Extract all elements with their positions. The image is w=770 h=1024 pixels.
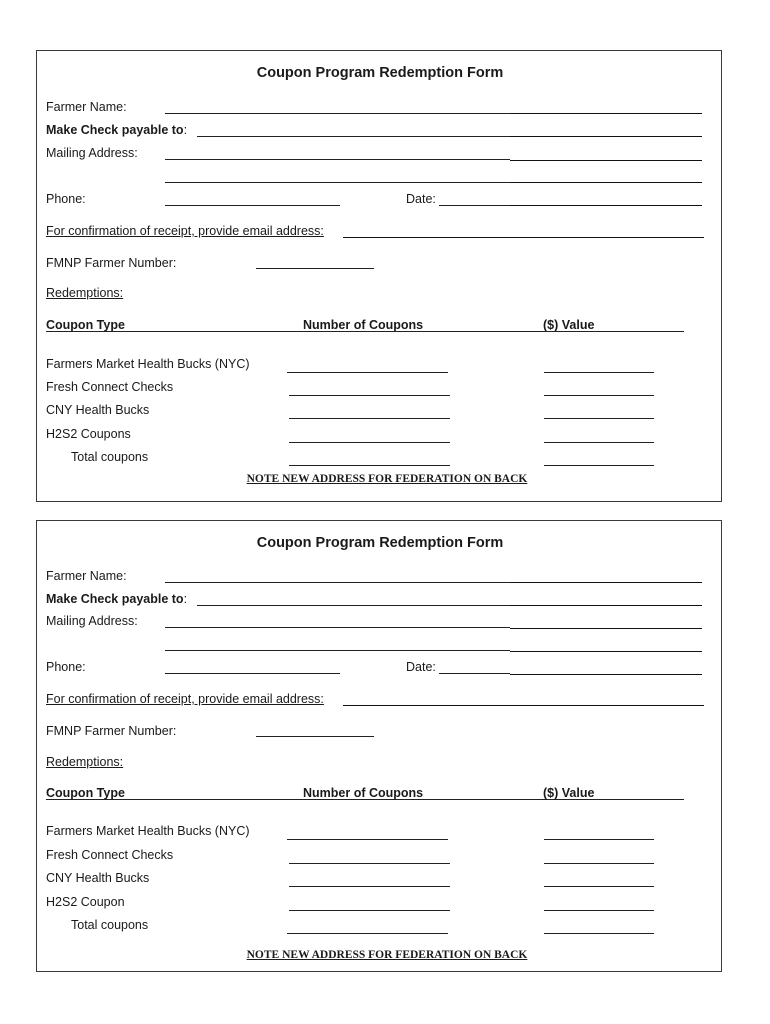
federation-address-note: NOTE NEW ADDRESS FOR FEDERATION ON BACK <box>246 473 528 485</box>
email-field[interactable] <box>343 237 704 238</box>
check-payable-field[interactable] <box>197 605 510 606</box>
date-field[interactable] <box>439 205 510 206</box>
header-underline <box>46 799 684 800</box>
row-4-number-field[interactable] <box>289 910 450 911</box>
total-coupons-label: Total coupons <box>71 450 149 464</box>
row-label-cny-health-bucks: CNY Health Bucks <box>46 403 150 417</box>
mailing-address-label: Mailing Address: <box>46 614 138 628</box>
col-coupon-type: Coupon Type <box>46 318 125 332</box>
check-payable-label-colon: : <box>183 592 188 606</box>
total-value-field[interactable] <box>544 933 654 934</box>
phone-label: Phone: <box>46 192 86 206</box>
fmnp-field[interactable] <box>256 736 374 737</box>
farmer-name-field-ext[interactable] <box>510 582 702 583</box>
check-payable-field-ext[interactable] <box>510 605 702 606</box>
farmer-name-label: Farmer Name: <box>46 569 127 583</box>
row-2-value-field[interactable] <box>544 395 654 396</box>
farmer-name-field[interactable] <box>165 113 510 114</box>
mailing-address-field-1[interactable] <box>165 627 510 628</box>
email-label: For confirmation of receipt, provide email address: <box>46 692 324 706</box>
row-3-number-field[interactable] <box>289 886 450 887</box>
row-3-value-field[interactable] <box>544 418 654 419</box>
mailing-address-field-2[interactable] <box>165 650 510 651</box>
row-1-value-field[interactable] <box>544 839 654 840</box>
mailing-address-field-1-ext[interactable] <box>510 160 702 161</box>
row-label-farmers-market-health-bucks: Farmers Market Health Bucks (NYC) <box>46 357 250 371</box>
date-field[interactable] <box>439 673 510 674</box>
row-label-cny-health-bucks: CNY Health Bucks <box>46 871 150 885</box>
phone-label: Phone: <box>46 660 86 674</box>
form-title: Coupon Program Redemption Form <box>256 65 504 81</box>
redemption-form-1 <box>36 50 722 502</box>
phone-field[interactable] <box>165 673 340 674</box>
total-number-field[interactable] <box>289 465 450 466</box>
email-label: For confirmation of receipt, provide email address: <box>46 224 324 238</box>
check-payable-label-bold: Make Check payable to <box>46 592 184 606</box>
check-payable-field[interactable] <box>197 136 510 137</box>
mailing-address-field-2-ext[interactable] <box>510 182 702 183</box>
total-number-field[interactable] <box>287 933 448 934</box>
fmnp-label: FMNP Farmer Number: <box>46 724 177 738</box>
check-payable-label-colon: : <box>183 123 188 137</box>
redemption-form-2 <box>36 520 722 972</box>
col-coupon-type: Coupon Type <box>46 786 125 800</box>
row-3-value-field[interactable] <box>544 886 654 887</box>
row-2-number-field[interactable] <box>289 863 450 864</box>
mailing-address-field-2-ext[interactable] <box>510 651 702 652</box>
check-payable-label <box>46 123 187 137</box>
row-2-number-field[interactable] <box>289 395 450 396</box>
email-field[interactable] <box>343 705 704 706</box>
row-1-value-field[interactable] <box>544 372 654 373</box>
check-payable-label <box>46 592 187 606</box>
mailing-address-field-1[interactable] <box>165 159 510 160</box>
check-payable-label-bold: Make Check payable to <box>46 123 184 137</box>
row-4-value-field[interactable] <box>544 910 654 911</box>
date-label: Date: <box>406 660 436 674</box>
row-4-value-field[interactable] <box>544 442 654 443</box>
col-value: ($) Value <box>543 318 595 332</box>
check-payable-field-ext[interactable] <box>510 136 702 137</box>
redemptions-label: Redemptions: <box>46 286 124 300</box>
row-3-number-field[interactable] <box>289 418 450 419</box>
row-2-value-field[interactable] <box>544 863 654 864</box>
row-label-fresh-connect-checks: Fresh Connect Checks <box>46 848 174 862</box>
mailing-address-field-1-ext[interactable] <box>510 628 702 629</box>
farmer-name-label: Farmer Name: <box>46 100 127 114</box>
mailing-address-label: Mailing Address: <box>46 146 138 160</box>
row-1-number-field[interactable] <box>287 372 448 373</box>
mailing-address-field-2[interactable] <box>165 182 510 183</box>
row-label-h2s2-coupon: H2S2 Coupon <box>46 895 125 909</box>
fmnp-label: FMNP Farmer Number: <box>46 256 177 270</box>
header-underline <box>46 331 684 332</box>
fmnp-field[interactable] <box>256 268 374 269</box>
col-value: ($) Value <box>543 786 595 800</box>
date-label: Date: <box>406 192 436 206</box>
total-coupons-label: Total coupons <box>71 918 149 932</box>
farmer-name-field[interactable] <box>165 582 510 583</box>
row-label-h2s2-coupons: H2S2 Coupons <box>46 427 131 441</box>
col-number-of-coupons: Number of Coupons <box>303 318 424 332</box>
col-number-of-coupons: Number of Coupons <box>303 786 424 800</box>
date-field-ext[interactable] <box>510 674 702 675</box>
date-field-ext[interactable] <box>510 205 702 206</box>
federation-address-note: NOTE NEW ADDRESS FOR FEDERATION ON BACK <box>246 949 528 961</box>
row-label-fresh-connect-checks: Fresh Connect Checks <box>46 380 174 394</box>
row-1-number-field[interactable] <box>287 839 448 840</box>
farmer-name-field-ext[interactable] <box>510 113 702 114</box>
redemptions-label: Redemptions: <box>46 755 124 769</box>
row-label-farmers-market-health-bucks: Farmers Market Health Bucks (NYC) <box>46 824 250 838</box>
total-value-field[interactable] <box>544 465 654 466</box>
row-4-number-field[interactable] <box>289 442 450 443</box>
form-title: Coupon Program Redemption Form <box>256 535 504 551</box>
phone-field[interactable] <box>165 205 340 206</box>
